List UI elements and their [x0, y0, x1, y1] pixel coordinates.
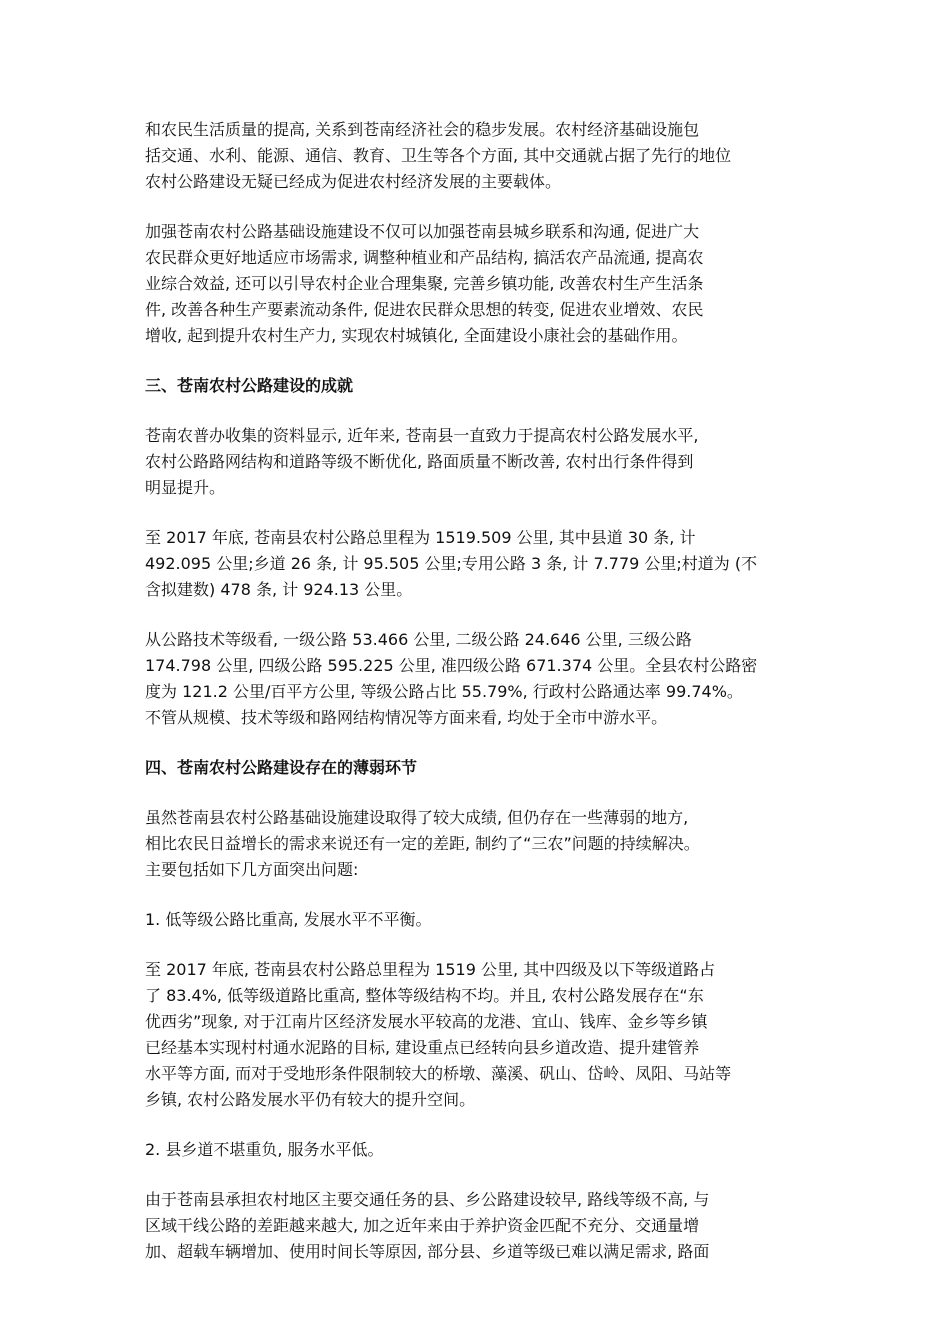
body-paragraph: [145, 525, 825, 603]
text-line: 主要包括如下几方面突出问题:: [145, 860, 359, 879]
text-line: 2. 县乡道不堪重负, 服务水平低。: [145, 1140, 384, 1159]
text-line: 苍南农普办收集的资料显示, 近年来, 苍南县一直致力于提高农村公路发展水平,: [145, 426, 699, 445]
text-line: 174.798 公里, 四级公路 595.225 公里, 准四级公路 671.374 公里。全县农村公路密: [145, 656, 758, 675]
body-paragraph: [145, 1187, 825, 1265]
text-line: 括交通、水利、能源、通信、教育、卫生等各个方面, 其中交通就占据了先行的地位: [145, 146, 732, 165]
text-line: 虽然苍南县农村公路基础设施建设取得了较大成绩, 但仍存在一些薄弱的地方,: [145, 808, 689, 827]
text-line: 乡镇, 农村公路发展水平仍有较大的提升空间。: [145, 1090, 476, 1109]
text-line: 业综合效益, 还可以引导农村企业合理集聚, 完善乡镇功能, 改善农村生产生活条: [145, 274, 704, 293]
section-heading: [145, 755, 825, 781]
text-line: 492.095 公里;乡道 26 条, 计 95.505 公里;专用公路 3 条, 计 7.779 公里;村道为 (不: [145, 554, 758, 573]
text-line: 相比农民日益增长的需求来说还有一定的差距, 制约了“三农”问题的持续解决。: [145, 834, 700, 853]
text-line: 已经基本实现村村通水泥路的目标, 建设重点已经转向县乡道改造、提升建管养: [145, 1038, 700, 1057]
text-line: 水平等方面, 而对于受地形条件限制较大的桥墩、藻溪、矾山、岱岭、凤阳、马站等: [145, 1064, 732, 1083]
text-line: 含拟建数) 478 条, 计 924.13 公里。: [145, 580, 413, 599]
text-line: 农村公路路网结构和道路等级不断优化, 路面质量不断改善, 农村出行条件得到: [145, 452, 694, 471]
text-line: 农村公路建设无疑已经成为促进农村经济发展的主要载体。: [145, 172, 562, 191]
text-line: 至 2017 年底, 苍南县农村公路总里程为 1519.509 公里, 其中县道 30 条, 计: [145, 528, 696, 547]
body-paragraph: [145, 219, 825, 349]
text-line: 加强苍南农村公路基础设施建设不仅可以加强苍南县城乡联系和沟通, 促进广大: [145, 222, 700, 241]
body-paragraph: [145, 907, 825, 933]
text-line: 区域干线公路的差距越来越大, 加之近年来由于养护资金匹配不充分、交通量增: [145, 1216, 700, 1235]
text-line: 明显提升。: [145, 478, 226, 497]
text-line: 增收, 起到提升农村生产力, 实现农村城镇化, 全面建设小康社会的基础作用。: [145, 326, 688, 345]
body-paragraph: [145, 423, 825, 501]
text-line: 至 2017 年底, 苍南县农村公路总里程为 1519 公里, 其中四级及以下等级道路占: [145, 960, 716, 979]
text-line: 农民群众更好地适应市场需求, 调整种植业和产品结构, 搞活农产品流通, 提高农: [145, 248, 704, 267]
body-paragraph: [145, 117, 825, 195]
text-line: 四、苍南农村公路建设存在的薄弱环节: [145, 758, 418, 777]
text-line: 件, 改善各种生产要素流动条件, 促进农民群众思想的转变, 促进农业增效、农民: [145, 300, 704, 319]
text-line: 1. 低等级公路比重高, 发展水平不平衡。: [145, 910, 432, 929]
text-line: 和农民生活质量的提高, 关系到苍南经济社会的稳步发展。农村经济基础设施包: [145, 120, 700, 139]
text-line: 优西劣”现象, 对于江南片区经济发展水平较高的龙港、宜山、钱库、金乡等乡镇: [145, 1012, 708, 1031]
body-paragraph: [145, 805, 825, 883]
text-line: 由于苍南县承担农村地区主要交通任务的县、乡公路建设较早, 路线等级不高, 与: [145, 1190, 710, 1209]
text-line: 三、苍南农村公路建设的成就: [145, 376, 354, 395]
body-paragraph: [145, 957, 825, 1113]
text-line: 不管从规模、技术等级和路网结构情况等方面来看, 均处于全市中游水平。: [145, 708, 668, 727]
section-heading: [145, 373, 825, 399]
body-paragraph: [145, 1137, 825, 1163]
text-line: 从公路技术等级看, 一级公路 53.466 公里, 二级公路 24.646 公里, 三级公路: [145, 630, 692, 649]
text-line: 了 83.4%, 低等级道路比重高, 整体等级结构不均。并且, 农村公路发展存在“东: [145, 986, 704, 1005]
document-page: [145, 117, 825, 1289]
body-paragraph: [145, 627, 825, 731]
text-line: 加、超载车辆增加、使用时间长等原因, 部分县、乡道等级已难以满足需求, 路面: [145, 1242, 710, 1261]
text-line: 度为 121.2 公里/百平方公里, 等级公路占比 55.79%, 行政村公路通达率 99.74%。: [145, 682, 743, 701]
